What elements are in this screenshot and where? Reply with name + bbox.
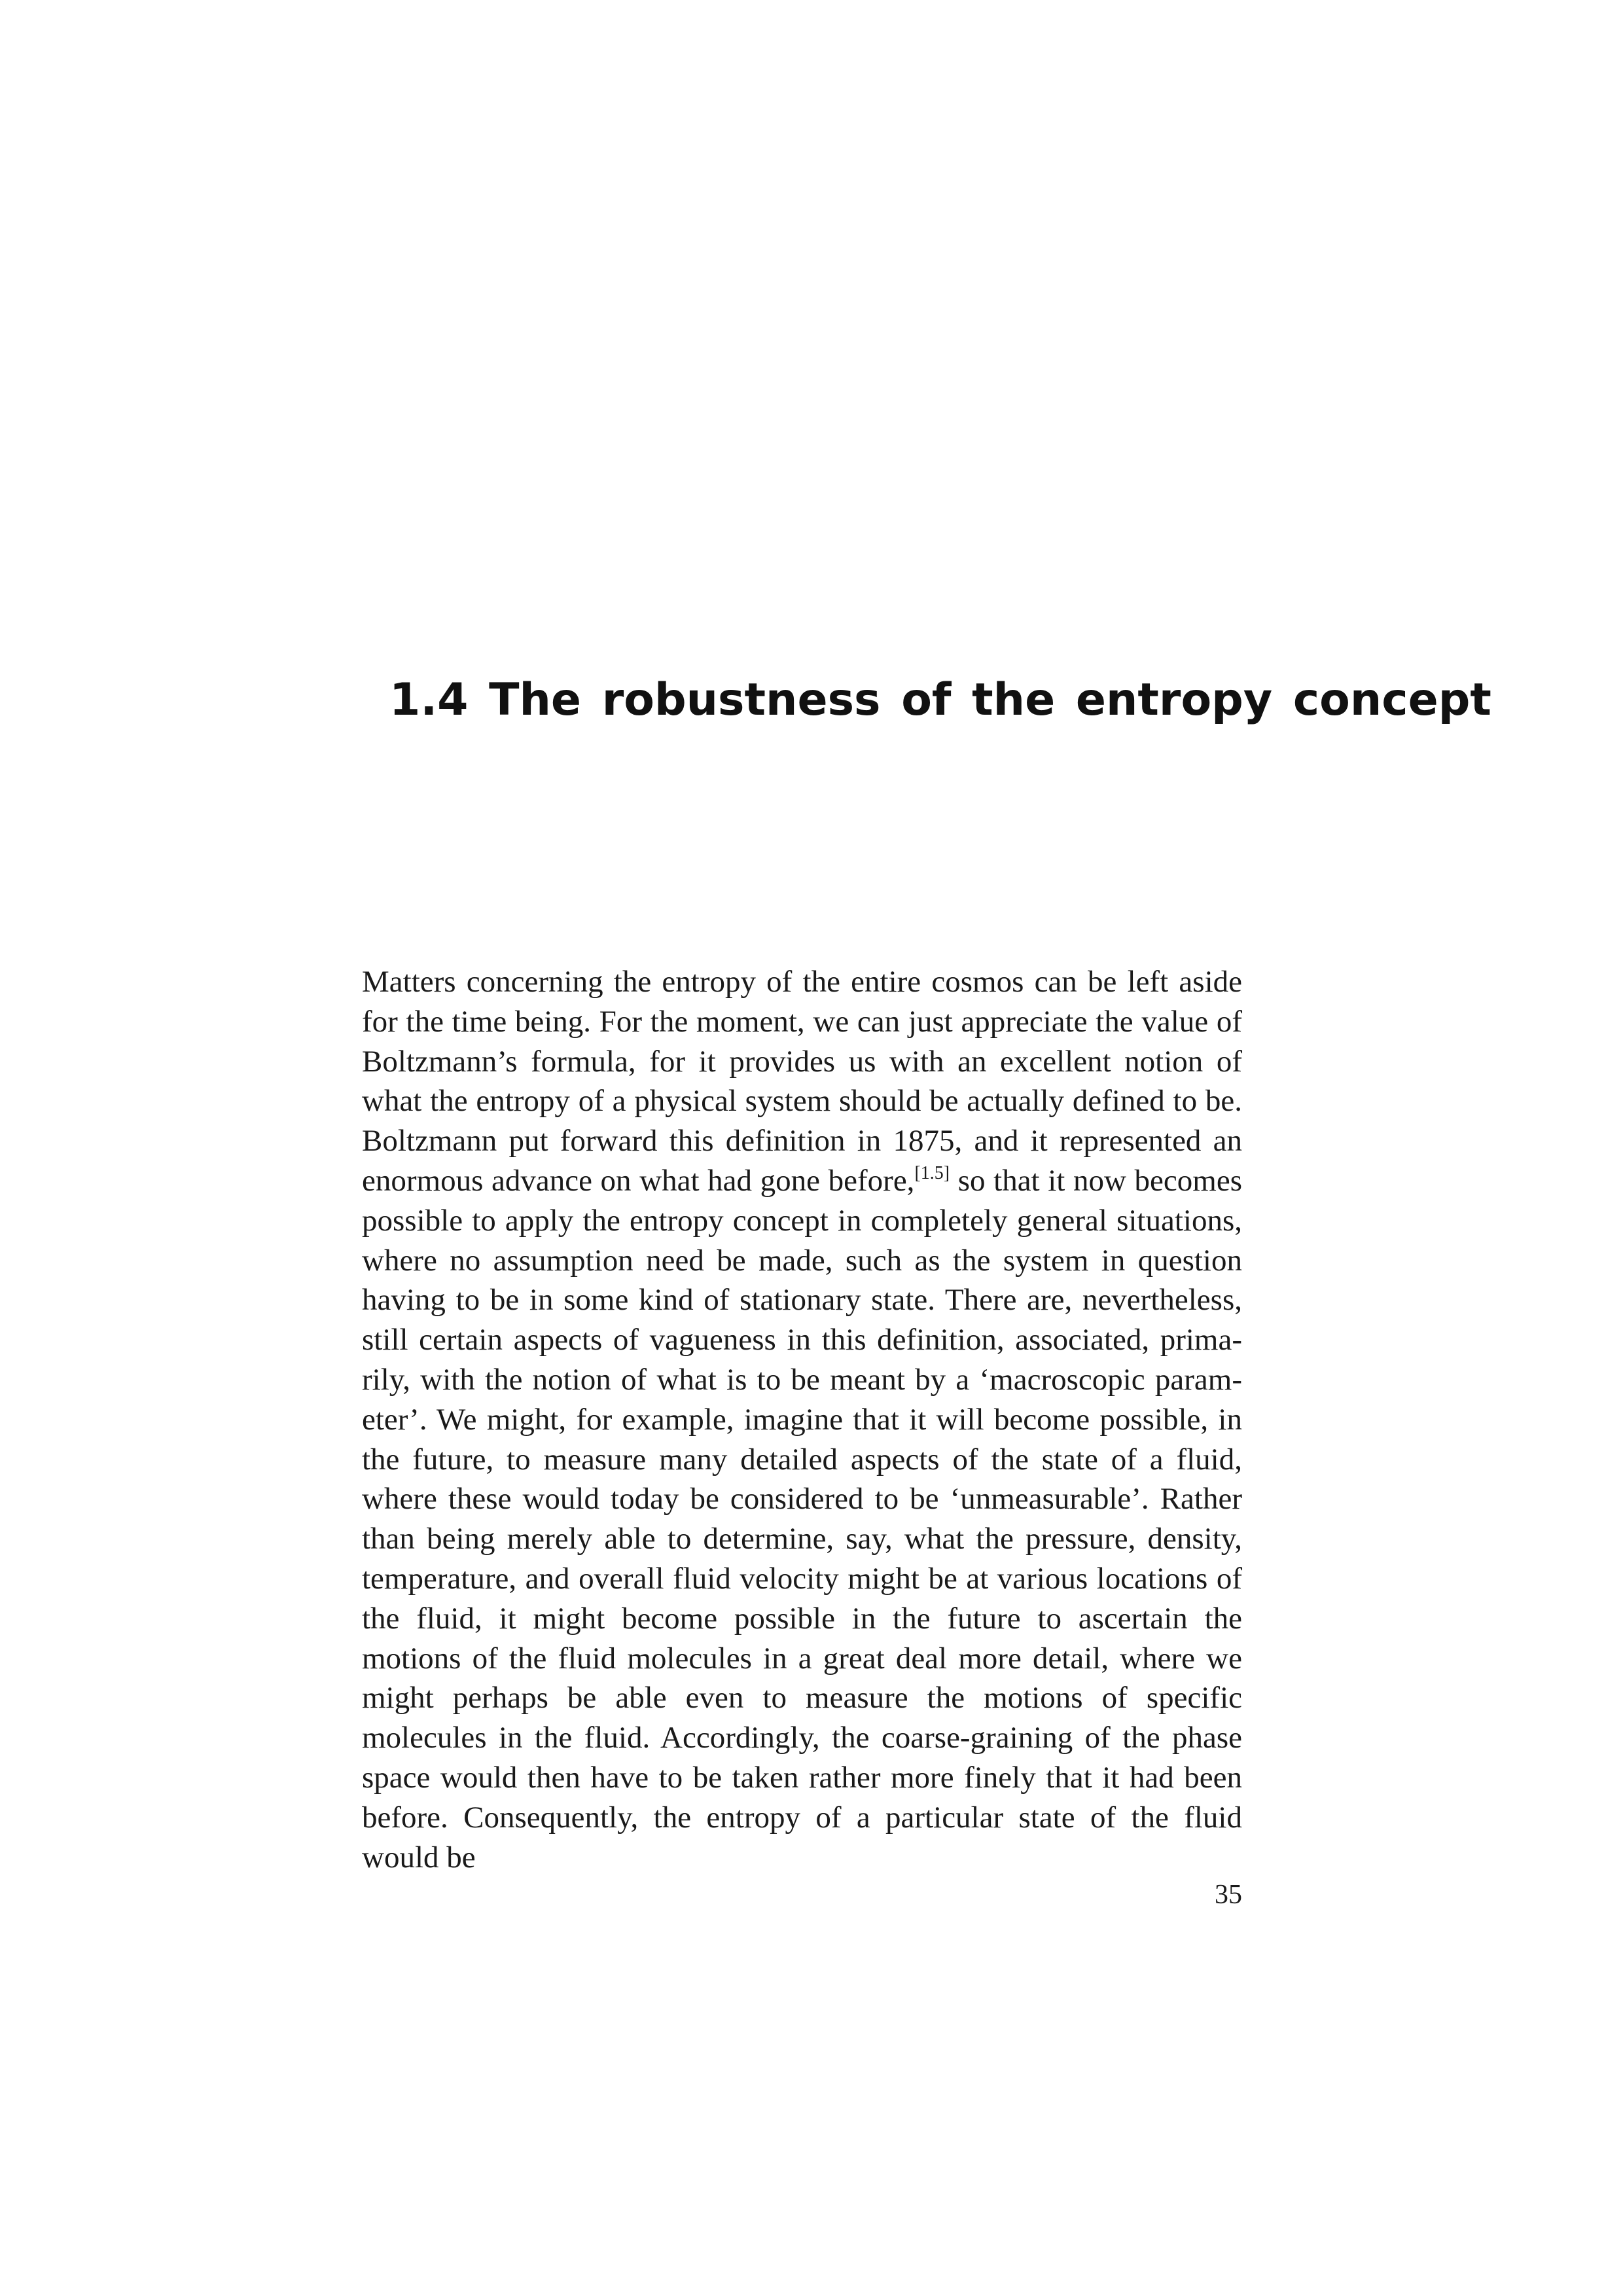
paragraph-text-after-note: so that it now becomes possible to apply the entropy concept in completely general situations, where no assumption need be made, such as the system in question having to be in some kind of stationary state. There are, nevertheless, still certain aspects of vagueness in this definition, associated, primarily, with the notion of what is to be meant by a ‘macroscopic parameter’. We might, for example, imagine that it will become possible, in the future, to measure many detailed aspects of the state of a fluid, where these would today be considered to be ‘unmeasurable’. Rather than being merely able to determine, say, what the pressure, density, temperature, and overall fluid velocity might be at various locations of the fluid, it might become possible in the future to ascertain the motions of the fluid molecules in a great deal more detail, where we might perhaps be able even to measure the motions of specific molecules in the fluid. Accordingly, the coarse-graining of the phase space would then have to be taken rather more finely that it had been before. Consequently, the entropy of a particular state of the fluid would be	[362, 1163, 1242, 1874]
section-heading: 1.4 The robustness of the entropy concept	[389, 674, 1491, 726]
paragraph-text-before-note: Matters concerning the entropy of the entire cosmos can be left aside for the time being. For the moment, we can just appreciate the value of Boltzmann’s formula, for it provides us with an excellent notion of what the entropy of a physical system should be actually defined to be. Boltzmann put forward this definition in 1875, and it represented an enormous advance on what had gone before,	[362, 965, 1242, 1198]
page-number: 35	[1215, 1880, 1242, 1910]
note-reference: [1.5]	[914, 1162, 950, 1183]
body-paragraph	[362, 962, 1242, 1877]
